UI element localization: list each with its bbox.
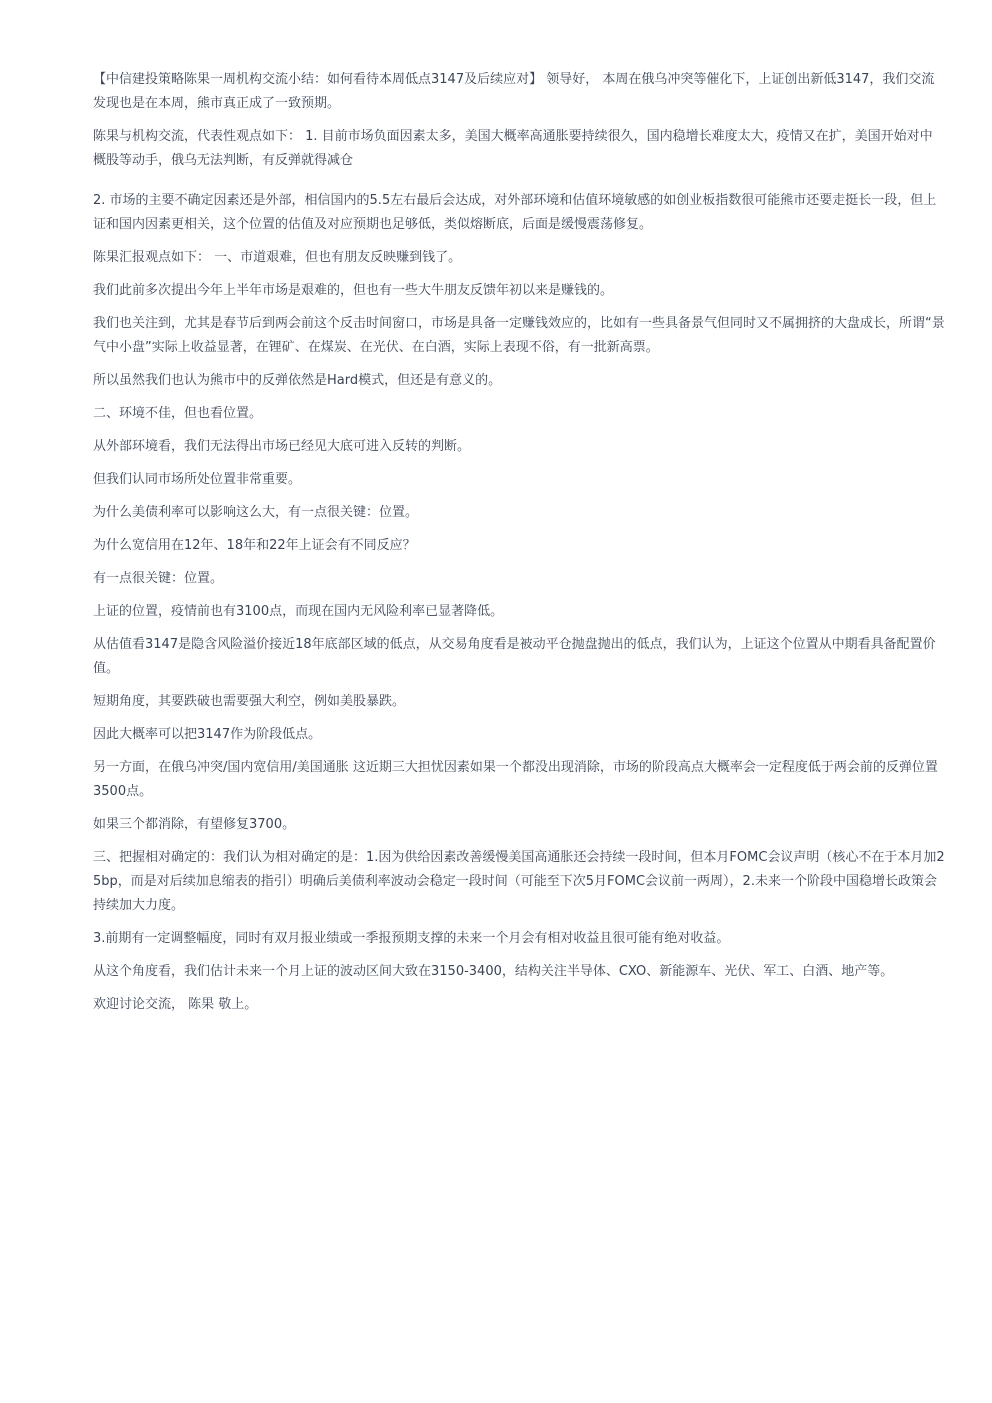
body-paragraph: 从估值看3147是隐含风险溢价接近18年底部区域的低点，从交易角度看是被动平仓抛盘抛出的低点，我们认为，上证这个位置从中期看具备配置价值。: [93, 637, 936, 676]
body-paragraph: 我们也关注到，尤其是春节后到两会前这个反击时间窗口，市场是具备一定赚钱效应的，比如有一些具备景气但同时又不属拥挤的大盘成长，所谓“景气中小盘”实际上收益显著，在锂矿、在煤炭、在光伏、在白酒，实际上表现不俗，有一批新高票。: [93, 316, 945, 355]
section-heading-2: 二、环境不佳，但也看位置。: [93, 406, 263, 421]
institution-views-paragraph: 陈果与机构交流，代表性观点如下： 1. 目前市场负面因素太多，美国大概率高通胀要持续很久，国内稳增长难度太大，疫情又在扩，美国开始对中概股等动手，俄乌无法判断，有反弹就得减仓: [93, 129, 933, 168]
body-paragraph: 有一点很关键：位置。: [93, 571, 224, 586]
body-paragraph: 为什么美债利率可以影响这么大，有一点很关键：位置。: [93, 505, 419, 520]
body-paragraph: 从外部环境看，我们无法得出市场已经见大底可进入反转的判断。: [93, 439, 471, 454]
document-body: [93, 68, 945, 1026]
body-paragraph: 为什么宽信用在12年、18年和22年上证会有不同反应？: [93, 538, 416, 553]
body-paragraph: 我们此前多次提出今年上半年市场是艰难的，但也有一些大牛朋友反馈年初以来是赚钱的。: [93, 283, 614, 298]
body-paragraph: 短期角度，其要跌破也需要强大利空，例如美股暴跌。: [93, 694, 406, 709]
body-paragraph: 3.前期有一定调整幅度，同时有双月报业绩或一季报预期支撑的未来一个月会有相对收益且很可能有绝对收益。: [93, 931, 730, 946]
intro-paragraph: 【中信建投策略陈果一周机构交流小结：如何看待本周低点3147及后续应对】 领导好， 本周在俄乌冲突等催化下，上证创出新低3147，我们交流发现也是在本周，熊市真正成了一致预期。: [93, 72, 935, 111]
body-paragraph: 另一方面，在俄乌冲突/国内宽信用/美国通胀 这近期三大担忧因素如果一个都没出现消除，市场的阶段高点大概率会一定程度低于两会前的反弹位置3500点。: [93, 760, 938, 799]
institution-view-2-paragraph: 2. 市场的主要不确定因素还是外部，相信国内的5.5左右最后会达成，对外部环境和估值环境敏感的如创业板指数很可能熊市还要走挺长一段，但上证和国内因素更相关，这个位置的估值及对应预期也足够低，类似熔断底，后面是缓慢震荡修复。: [93, 193, 937, 232]
sign-off: 欢迎讨论交流， 陈果 敬上。: [93, 997, 258, 1012]
body-paragraph: 因此大概率可以把3147作为阶段低点。: [93, 727, 322, 742]
body-paragraph: 所以虽然我们也认为熊市中的反弹依然是Hard模式，但还是有意义的。: [93, 373, 502, 388]
body-paragraph: 但我们认同市场所处位置非常重要。: [93, 472, 302, 487]
body-paragraph: 上证的位置，疫情前也有3100点，而现在国内无风险利率已显著降低。: [93, 604, 504, 619]
section-heading-3: 三、把握相对确定的：我们认为相对确定的是：1.因为供给因素改善缓慢美国高通胀还会持续一段时间，但本月FOMC会议声明（核心不在于本月加25bp，而是对后续加息缩表的指引）明确后美债利率波动会稳定一段时间（可能至下次5月FOMC会议前一两周），2.未来一个阶段中国稳增长政策会持续加大力度。: [93, 850, 945, 913]
report-views-heading: 陈果汇报观点如下： 一、市道艰难，但也有朋友反映赚到钱了。: [93, 250, 462, 265]
body-paragraph: 如果三个都消除，有望修复3700。: [93, 817, 296, 832]
body-paragraph: 从这个角度看，我们估计未来一个月上证的波动区间大致在3150-3400，结构关注半导体、CXO、新能源车、光伏、军工、白酒、地产等。: [93, 964, 894, 979]
